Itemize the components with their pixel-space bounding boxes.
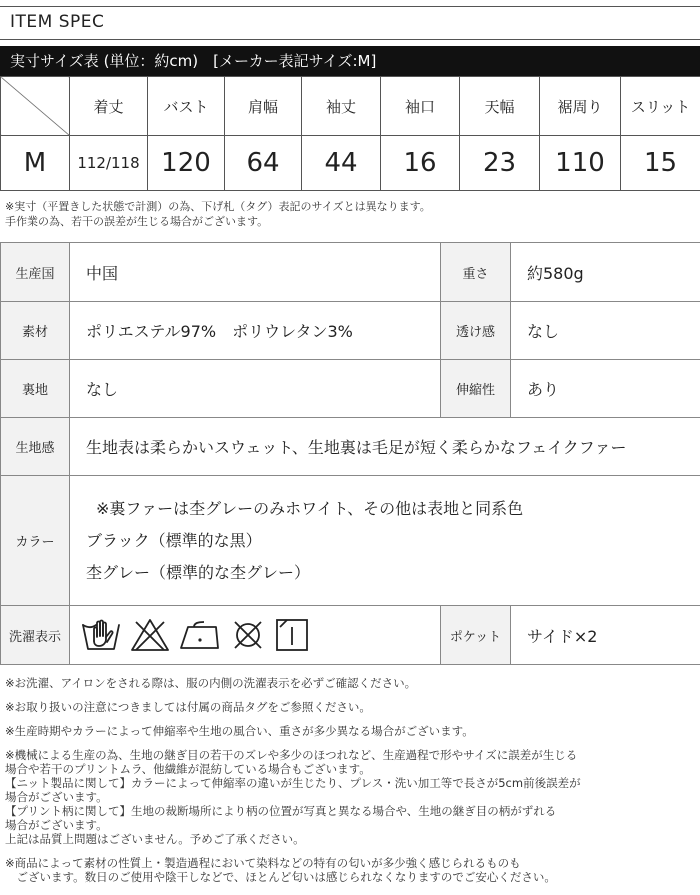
col-header-length: 着丈 [70, 77, 148, 136]
weight-label: 重さ [441, 243, 511, 302]
sheer-value: なし [511, 302, 700, 360]
col-header-hem: 裾周り [540, 77, 621, 136]
note-line: 場合がございます。 [5, 790, 108, 804]
note-line: 場合や若干のプリントムラ、他繊維が混紡している場合もございます。 [5, 762, 371, 776]
col-header-neck-width: 天幅 [460, 77, 540, 136]
note-line: ※生産時期やカラーによって伸縮率や生地の風合い、重さが多少異なる場合がございます。 [5, 724, 474, 738]
texture-label: 生地感 [1, 418, 70, 476]
size-note-line: ※実寸（平置きした状態で計測）の為、下げ札（タグ）表記のサイズとは異なります。 [5, 200, 431, 213]
value-hem: 110 [540, 136, 621, 191]
pocket-label: ポケット [441, 606, 511, 665]
wash-label: 洗濯表示 [1, 606, 70, 665]
texture-value: 生地表は柔らかいスウェット、生地裏は毛足が短く柔らかなフェイクファー [70, 418, 700, 476]
col-header-cuff: 袖口 [381, 77, 460, 136]
note-line: ※お取り扱いの注意につきましては付属の商品タグをご参照ください。 [5, 700, 371, 714]
page-title: ITEM SPEC [10, 12, 105, 32]
value-slit: 15 [621, 136, 700, 191]
col-header-bust: バスト [148, 77, 225, 136]
sheer-label: 透け感 [441, 302, 511, 360]
note-line: 上記は品質上問題はございません。予めご了承ください。 [5, 832, 305, 846]
weight-value: 約580g [511, 243, 700, 302]
color-label: カラー [1, 476, 70, 606]
value-cuff: 16 [381, 136, 460, 191]
color-values [70, 476, 700, 606]
col-header-shoulder: 肩幅 [225, 77, 302, 136]
col-header-sleeve: 袖丈 [302, 77, 381, 136]
value-shoulder: 64 [225, 136, 302, 191]
diagonal-corner-cell [1, 77, 70, 136]
material-label: 素材 [1, 302, 70, 360]
size-table-caption: 実寸サイズ表 (単位：約cm) [メーカー表記サイズ:M] [0, 46, 700, 76]
stretch-label: 伸縮性 [441, 360, 511, 418]
note-line: 【プリント柄に関して】生地の裁断場所により柄の位置が写真と異なる場合や、生地の継ぎ目の柄がずれる [5, 804, 557, 818]
note-line: ございます。数日のご使用や陰干しなどで、ほとんど匂いは感じられなくなりますのでご安心ください。 [5, 870, 556, 884]
wash-icons [70, 606, 441, 665]
size-label: M [1, 136, 70, 191]
origin-label: 生産国 [1, 243, 70, 302]
value-length: 112/118 [70, 136, 148, 191]
col-header-slit: スリット [621, 77, 700, 136]
origin-value: 中国 [70, 243, 441, 302]
pocket-value: サイド×2 [511, 606, 700, 665]
material-value: ポリエステル97% ポリウレタン3% [70, 302, 441, 360]
size-note [5, 199, 431, 229]
size-note-line: 手作業の為、若干の誤差が生じる場合がございます。 [5, 215, 269, 228]
value-bust: 120 [148, 136, 225, 191]
note-line: ※お洗濯、アイロンをされる際は、服の内側の洗濯表示を必ずご確認ください。 [5, 676, 417, 690]
lining-value: なし [70, 360, 441, 418]
note-line: ※商品によって素材の性質上・製造過程において染料などの特有の匂いが多少強く感じられるものも [5, 856, 521, 870]
lining-label: 裏地 [1, 360, 70, 418]
stretch-value: あり [511, 360, 700, 418]
line-dry-icon [274, 617, 310, 653]
hand-wash-icon [80, 617, 122, 653]
note-line: 場合がございます。 [5, 818, 108, 832]
spec-table [0, 242, 700, 665]
item-spec-header [0, 6, 700, 40]
value-neck-width: 23 [460, 136, 540, 191]
color-note: ※裏ファーは杢グレーのみホワイト、その他は表地と同系色 [96, 498, 524, 518]
notes-section [5, 676, 697, 884]
note-line: ※機械による生産の為、生地の継ぎ目の若干のズレや多少のほつれなど、生産過程で形やサイズに誤差が生じる [5, 748, 578, 762]
note-line: 【ニット製品に関して】カラーによって伸縮率の違いが生じたり、プレス・洗い加工等で長さが5cm前後誤差が [5, 776, 581, 790]
color-gray: 杢グレー（標準的な杢グレー） [86, 562, 311, 582]
no-bleach-icon [130, 617, 170, 653]
value-sleeve: 44 [302, 136, 381, 191]
low-iron-icon [178, 617, 222, 653]
size-table [0, 76, 700, 191]
no-dryclean-icon [230, 617, 266, 653]
color-black: ブラック（標準的な黒） [86, 530, 262, 550]
